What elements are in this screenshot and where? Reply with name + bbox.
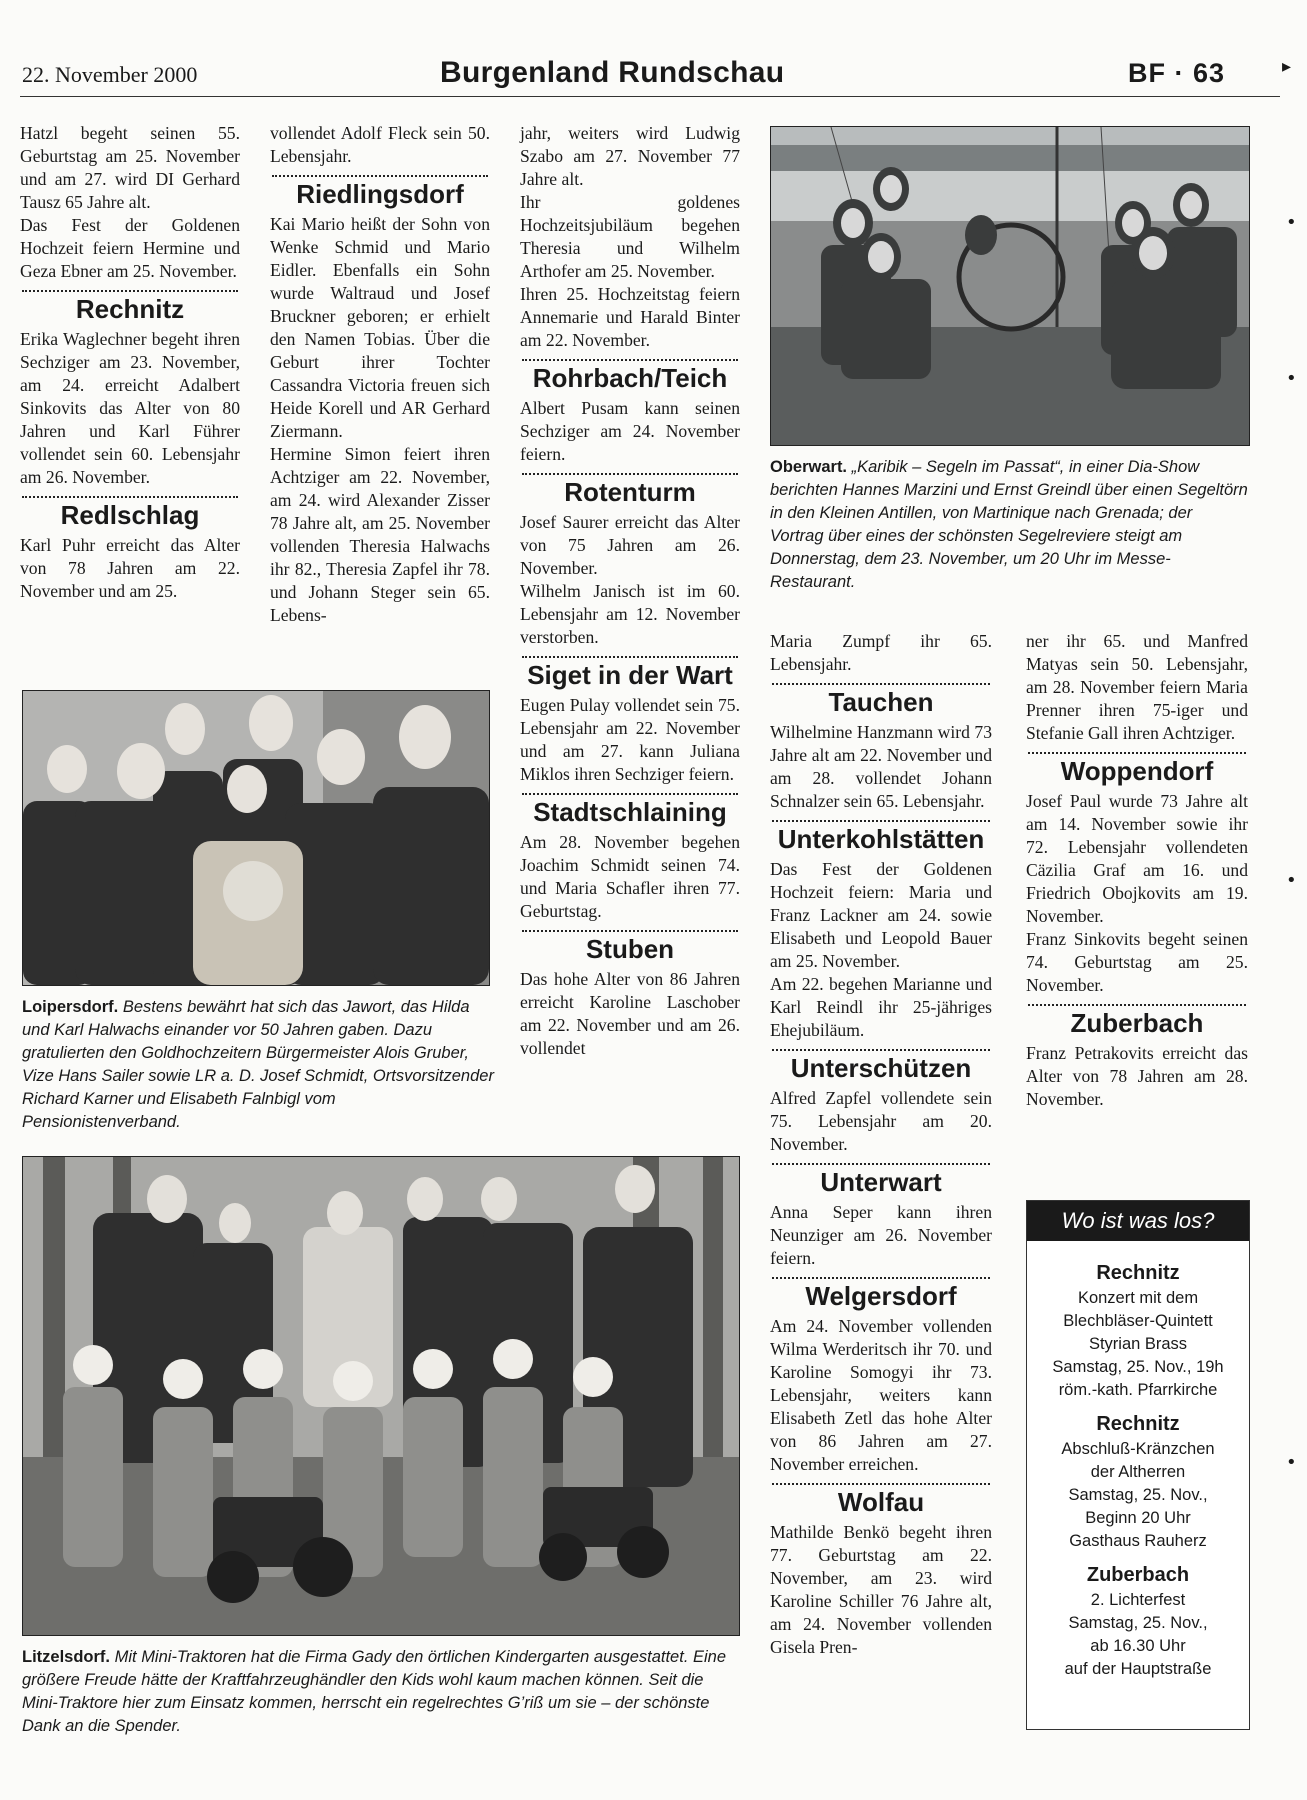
article-text: Franz Sinkovits begeht seinen 74. Geburtstag am 25. November. bbox=[1026, 929, 1248, 995]
section-heading-riedlingsdorf: Riedlingsdorf bbox=[296, 179, 464, 209]
column-1 bbox=[20, 122, 240, 603]
photo-kindergarten-image bbox=[23, 1157, 739, 1635]
section-heading-stuben: Stuben bbox=[585, 934, 675, 964]
event-item bbox=[1027, 1561, 1249, 1681]
article-text: Albert Pusam kann seinen Sechziger am 24. November feiern. bbox=[520, 398, 740, 464]
article-text: Ihr goldenes Hochzeitsjubiläum begehen Theresia und Wilhelm Arthofer am 25. November. bbox=[520, 192, 740, 281]
article-text: jahr, weiters wird Ludwig Szabo am 27. November 77 Jahre alt. bbox=[520, 123, 740, 189]
section-heading-unterschuetzen: Unterschützen bbox=[790, 1053, 972, 1083]
event-line: 2. Lichterfest bbox=[1090, 1591, 1186, 1609]
caption-text: „Karibik – Segeln im Passat“, in einer Dia-Show berichten Hannes Marzini und Ernst Greindl über einen Segeltörn in den Kleinen Antillen, von Martinique nach Grenada; der Vortrag über eines der schönsten Segelreviere steigt am Donnerstag, dem 23. November, um 20 Uhr im Messe-Restaurant. bbox=[770, 458, 1248, 591]
issue-date: 22. November 2000 bbox=[22, 62, 198, 87]
event-item bbox=[1027, 1259, 1249, 1402]
article-text: ner ihr 65. und Manfred Matyas sein 50. Lebensjahr, am 28. November feiern Maria Prenner ihren 75-iger und Stefanie Gall ihren Achtziger. bbox=[1026, 631, 1248, 743]
caption-text: Bestens bewährt hat sich das Jawort, das Hilda und Karl Halwachs einander vor 50 Jahren gaben. Dazu gratulierten den Goldhochzeitern Bürgermeister Alois Gruber, Vize Hans Sailer sowie LR a. D. Josef Schmidt, Ortsvorsitzender Richard Karner und Elisabeth Falnbigl vom Pensionistenverband. bbox=[22, 998, 494, 1131]
section-heading-rechnitz: Rechnitz bbox=[75, 294, 185, 324]
event-line: der Altherren bbox=[1090, 1463, 1186, 1481]
events-box bbox=[1026, 1200, 1250, 1730]
section-heading-siget: Siget in der Wart bbox=[527, 660, 733, 690]
article-text: Hermine Simon feiert ihren Achtziger am 22. November, am 24. wird Alexander Zisser 78 Jahre alt, am 25. November vollenden Theresia Halwachs ihr 82., Theresia Zapfel ihr 78. und Johann Steger sein 65. Lebens- bbox=[270, 444, 490, 625]
article-text: Wilhelm Janisch ist im 60. Lebensjahr am 12. November verstorben. bbox=[520, 581, 740, 647]
photo-group-image bbox=[23, 691, 489, 985]
event-line: Samstag, 25. Nov., bbox=[1068, 1614, 1208, 1632]
photo-loipersdorf-golden-wedding bbox=[22, 690, 490, 986]
dotted-divider bbox=[522, 793, 738, 795]
article-text: Hatzl begeht seinen 55. Geburtstag am 25. November und am 27. wird DI Gerhard Tausz 65 Jahre alt. bbox=[20, 123, 240, 212]
photo-sailboat-image bbox=[771, 127, 1249, 445]
events-list bbox=[1027, 1241, 1249, 1681]
article-text: Wilhelmine Hanzmann wird 73 Jahre alt am 22. November und am 28. vollendet Johann Schnalzer sein 65. Lebensjahr. bbox=[770, 722, 992, 811]
article-text: Josef Saurer erreicht das Alter von 75 Jahren am 26. November. bbox=[520, 512, 740, 578]
header-rule bbox=[20, 96, 1280, 97]
caption-place: Oberwart. bbox=[770, 458, 848, 476]
dotted-divider bbox=[772, 1277, 990, 1279]
dotted-divider bbox=[1028, 752, 1246, 754]
event-line: Samstag, 25. Nov., 19h bbox=[1052, 1358, 1224, 1376]
page-number: BF · 63 bbox=[1128, 58, 1226, 88]
section-heading-wolfau: Wolfau bbox=[837, 1487, 925, 1517]
article-text: Das Fest der Goldenen Hochzeit feiern: Maria und Franz Lackner am 24. sowie Elisabeth und Leopold Bauer am 25. November. bbox=[770, 859, 992, 971]
article-text: Am 28. November begehen Joachim Schmidt seinen 74. und Maria Schafler ihren 77. Geburtstag. bbox=[520, 832, 740, 921]
section-heading-redlschlag: Redlschlag bbox=[60, 500, 200, 530]
article-text: Ihren 25. Hochzeitstag feiern Annemarie und Harald Binter am 22. November. bbox=[520, 284, 740, 350]
event-line: Styrian Brass bbox=[1088, 1335, 1188, 1353]
article-text: Das hohe Alter von 86 Jahren erreicht Karoline Laschober am 22. November und am 26. vollendet bbox=[520, 969, 740, 1058]
section-heading-rohrbach: Rohrbach/Teich bbox=[532, 363, 728, 393]
article-text: Josef Paul wurde 73 Jahre alt am 14. November sowie ihr 72. Lebensjahr vollendeten Cäzilia Graf am 16. und Friedrich Obojkovits am 19. November. bbox=[1026, 791, 1248, 926]
section-heading-unterkohlstaetten: Unterkohlstätten bbox=[777, 824, 985, 854]
event-line: ab 16.30 Uhr bbox=[1090, 1637, 1186, 1655]
column-3 bbox=[520, 122, 740, 1060]
column-4 bbox=[770, 630, 992, 1659]
column-2 bbox=[270, 122, 490, 627]
article-text: Kai Mario heißt der Sohn von Wenke Schmid und Mario Eidler. Ebenfalls ein Sohn wurde Waltraud und Josef Bruckner geboren; er erhielt den Namen Tobias. Über die Geburt ihrer Tochter Cassandra Victoria freuen sich Heide Korell und AR Gerhard Ziermann. bbox=[270, 214, 490, 441]
newspaper-title: Burgenland Rundschau bbox=[440, 56, 785, 89]
article-text: Mathilde Benkö begeht ihren 77. Geburtstag am 22. November, am 23. wird Karoline Schiller 76 Jahre alt, am 24. November vollenden Gisela Pren- bbox=[770, 1522, 992, 1657]
dotted-divider bbox=[772, 1163, 990, 1165]
dotted-divider bbox=[522, 930, 738, 932]
dotted-divider bbox=[522, 473, 738, 475]
dotted-divider bbox=[522, 359, 738, 361]
caption-loipersdorf bbox=[22, 996, 494, 1134]
dotted-divider bbox=[772, 1049, 990, 1051]
article-text: Erika Waglechner begeht ihren Sechziger am 23. November, am 24. erreicht Adalbert Sinkovits das Alter von 80 Jahren und Karl Führer vollendet sein 60. Lebensjahr am 26. November. bbox=[20, 329, 240, 487]
events-box-title: Wo ist was los? bbox=[1027, 1201, 1249, 1241]
dotted-divider bbox=[772, 1483, 990, 1485]
photo-litzelsdorf-mini-tractors bbox=[22, 1156, 740, 1636]
dotted-divider bbox=[772, 820, 990, 822]
scan-mark-icon: • bbox=[1286, 1452, 1297, 1473]
section-heading-stadtschlaining: Stadtschlaining bbox=[533, 797, 727, 827]
section-heading-rotenturm: Rotenturm bbox=[564, 477, 696, 507]
dotted-divider bbox=[1028, 1004, 1246, 1006]
event-place: Zuberbach bbox=[1086, 1564, 1190, 1586]
dotted-divider bbox=[772, 683, 990, 685]
article-text: vollendet Adolf Fleck sein 50. Lebensjahr. bbox=[270, 123, 490, 166]
caption-litzelsdorf bbox=[22, 1646, 740, 1738]
section-heading-unterwart: Unterwart bbox=[820, 1167, 942, 1197]
event-line: Konzert mit dem bbox=[1077, 1289, 1199, 1307]
event-line: auf der Hauptstraße bbox=[1064, 1660, 1212, 1678]
event-line: Gasthaus Rauherz bbox=[1069, 1532, 1207, 1550]
scan-mark-icon: • bbox=[1286, 212, 1297, 233]
event-line: Abschluß-Kränzchen bbox=[1061, 1440, 1215, 1458]
dotted-divider bbox=[22, 496, 238, 498]
article-text: Maria Zumpf ihr 65. Lebensjahr. bbox=[770, 631, 992, 674]
dotted-divider bbox=[272, 175, 488, 177]
event-place: Rechnitz bbox=[1096, 1413, 1180, 1435]
event-line: röm.-kath. Pfarrkirche bbox=[1058, 1381, 1218, 1399]
caption-text: Mit Mini-Traktoren hat die Firma Gady den örtlichen Kindergarten ausgestattet. Eine größere Freude hätte der Kraftfahrzeughändler den Kids wohl kaum machen können. Seit die Mini-Traktore hier zum Einsatz kommen, herrscht ein regelrechtes G’riß um sie – der schönste Dank an die Spender. bbox=[22, 1648, 727, 1735]
section-heading-zuberbach: Zuberbach bbox=[1070, 1008, 1204, 1038]
scan-mark-icon: • bbox=[1286, 368, 1297, 389]
caption-oberwart bbox=[770, 456, 1250, 594]
article-text: Am 22. begehen Marianne und Karl Reindl ihr 25-jähriges Ehejubiläum. bbox=[770, 974, 992, 1040]
article-text: Eugen Pulay vollendet sein 75. Lebensjahr am 22. November und am 27. kann Juliana Miklos ihren Sechziger feiern. bbox=[520, 695, 740, 784]
event-line: Samstag, 25. Nov., bbox=[1068, 1486, 1208, 1504]
caption-place: Loipersdorf. bbox=[22, 998, 119, 1016]
article-text: Am 24. November vollenden Wilma Werderitsch ihr 70. und Karoline Somogyi ihr 73. Lebensjahr, weiters kann Elisabeth Zetl das hohe Alter von 86 Jahren am 27. November erreichen. bbox=[770, 1316, 992, 1474]
article-text: Franz Petrakovits erreicht das Alter von 78 Jahren am 28. November. bbox=[1026, 1043, 1248, 1109]
caption-place: Litzelsdorf. bbox=[22, 1648, 111, 1666]
event-place: Rechnitz bbox=[1096, 1262, 1180, 1284]
dotted-divider bbox=[22, 290, 238, 292]
section-heading-woppendorf: Woppendorf bbox=[1060, 756, 1214, 786]
event-item bbox=[1027, 1410, 1249, 1553]
event-line: Blechbläser-Quintett bbox=[1063, 1312, 1213, 1330]
article-text: Das Fest der Goldenen Hochzeit feiern Hermine und Geza Ebner am 25. November. bbox=[20, 215, 240, 281]
dotted-divider bbox=[522, 656, 738, 658]
photo-oberwart-sailing bbox=[770, 126, 1250, 446]
event-line: Beginn 20 Uhr bbox=[1085, 1509, 1191, 1527]
section-heading-welgersdorf: Welgersdorf bbox=[805, 1281, 957, 1311]
scan-mark-icon: ▸ bbox=[1282, 56, 1292, 77]
section-heading-tauchen: Tauchen bbox=[828, 687, 934, 717]
article-text: Alfred Zapfel vollendete sein 75. Lebensjahr am 20. November. bbox=[770, 1088, 992, 1154]
article-text: Karl Puhr erreicht das Alter von 78 Jahren am 22. November und am 25. bbox=[20, 535, 240, 601]
column-5 bbox=[1026, 630, 1248, 1111]
scan-mark-icon: • bbox=[1286, 870, 1297, 891]
article-text: Anna Seper kann ihren Neunziger am 26. November feiern. bbox=[770, 1202, 992, 1268]
